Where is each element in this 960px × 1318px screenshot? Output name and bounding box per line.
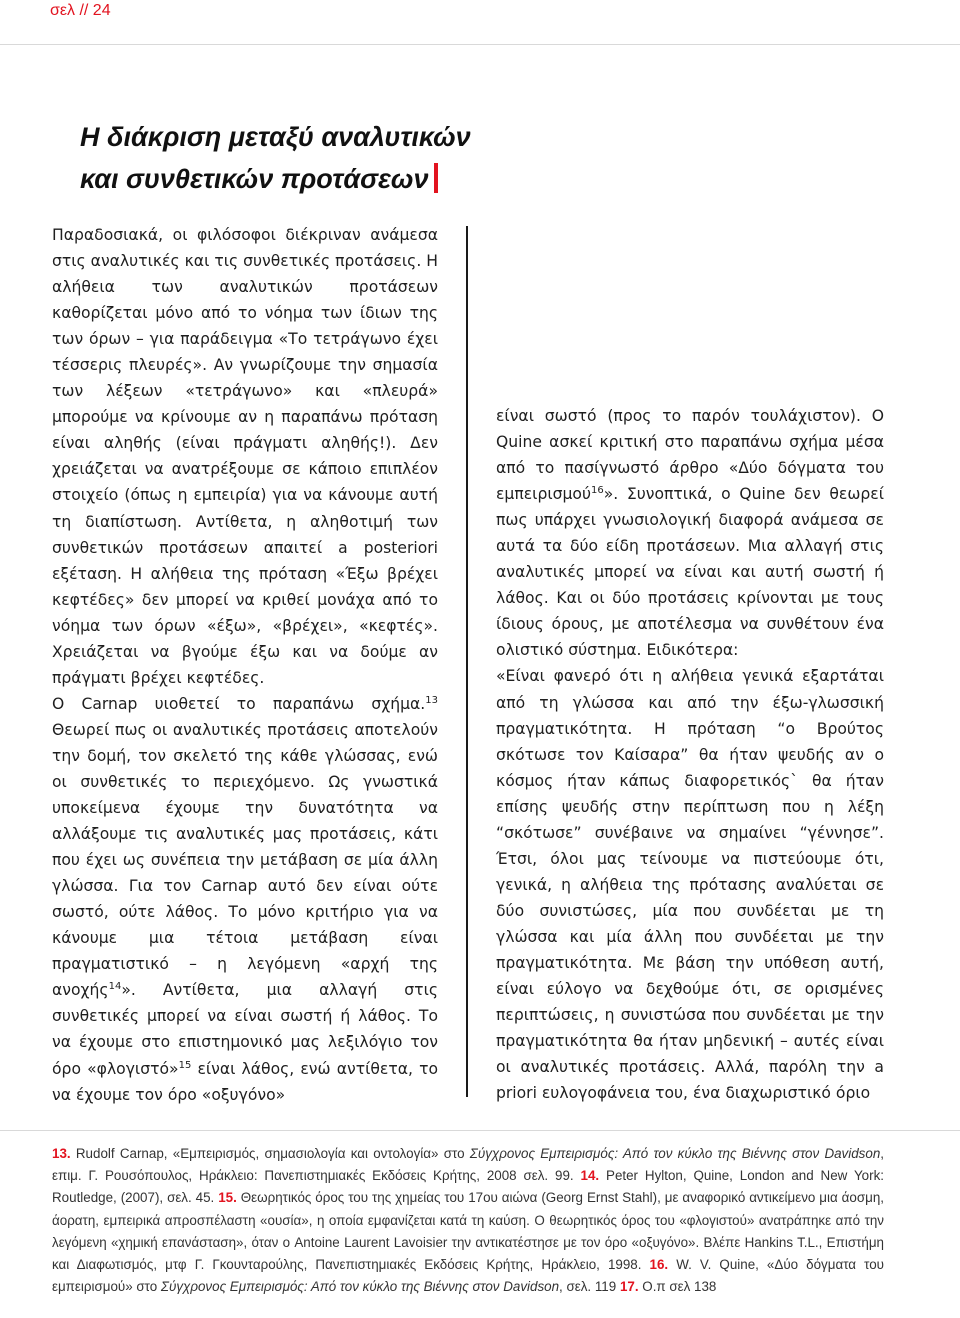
- left-paragraph-1: Παραδοσιακά, οι φιλόσοφοι διέκριναν ανάμεσα στις αναλυτικές και τις συνθετικές προτάσεις. Η αλήθεια των αναλυτικών προτάσεων καθορίζεται μόνο από το νόημα των ίδιων της των όρων – για παράδειγμα «Το τετράγωνο έχει τέσσερις πλευρές». Αν γνωρίζουμε την σημασία των λέξεων «τετράγωνο» και «πλευρά» μπορούμε να κρίνουμε αν η παραπάνω πρόταση είναι αληθής (είναι πράγματι αληθής!). Δεν χρειάζεται να ανατρέξουμε σε κάποιο επιπλέον στοιχείο (όπως η εμπειρία) για να κάνουμε αυτή τη διαπίστωση. Αντίθετα, η αληθοτιμή των συνθετικών προτάσεων απαιτεί a posteriori εξέταση. Η αλήθεια της πρόταση «Έξω βρέχει κεφτέδες» δεν μπορεί να κριθεί μονάχα από το νόημα των όρων «έξω», «βρέχει», «κεφτές». Χρειάζεται να βγούμε έξω και να δούμε αν πράγματι βρέχει κεφτέδες.: [52, 226, 438, 687]
- left-column: [52, 222, 438, 1108]
- right-p1-text-b: ». Συνοπτικά, ο Quine δεν θεωρεί πως υπάρχει γνωσιολογική διαφορά ανάμεσα σε αυτά τα δύο είδη προτάσεων. Μια αλλαγή στις αναλυτικές μπορεί να είναι και αυτή σωστή ή λάθος. Και οι δύο προτάσεις κρίνονται με τους ίδιους όρους, με αποτέλεσμα να συνθέτουν ένα ολιστικό σύστημα. Ειδικότερα:: [496, 485, 884, 660]
- footnote-number-13: 13.: [52, 1146, 71, 1161]
- left-p2-text-a: Ο Carnap υιοθετεί το παραπάνω σχήμα.: [52, 694, 426, 713]
- footnote-16-text-a: W. V. Quine, «Δύο δόγματα του εμπειρισμού» στο: [52, 1257, 884, 1295]
- header-rule: [0, 44, 960, 45]
- footnote-number-17: 17.: [619, 1279, 639, 1295]
- right-p1-text-a: είναι σωστό (προς το παρόν τουλάχιστον). Ο Quine ασκεί κριτική στο παραπάνω σχήμα μέσα από το πασίγνωστό άρθρο «Δύο δόγματα του εμπειρισμού: [496, 407, 884, 504]
- left-p2-text-d: είναι λάθος, ενώ αντίθετα, το να έχουμε τον όρο «οξυγόνο»: [52, 1059, 439, 1104]
- left-p2-text-b: Θεωρεί πως οι αναλυτικές προτάσεις αποτελούν την δομή, τον σκελετό της κάθε γλώσσας, ενώ οι συνθετικές το περιεχόμενο. Ως γνωστικά υποκείμενα έχουμε την δυνατότητα να αλλάξουμε τις αναλυτικές μας προτάσεις, κάτι που έχει ως συνέπεια την μετάβαση σε μία άλλη γλώσσα. Για τον Carnap αυτό δεν είναι ούτε σωστό, ούτε λάθος. Το μόνο κριτήριο για να κάνουμε μια τέτοια μετάβαση είναι πραγματιστικό – η λεγόμενη «αρχή της ανοχής: [52, 720, 438, 1000]
- footnote-rule: [0, 1130, 960, 1131]
- title-line-2: [80, 158, 500, 200]
- footnote-13-book-title: Σύγχρονος Εμπειρισμός: Από τον κύκλο της Βιέννης στον Davidson: [469, 1146, 881, 1161]
- footnote-ref-13: 13: [425, 694, 438, 706]
- footnote-16-text-b: , σελ. 119: [559, 1279, 620, 1295]
- right-paragraph-1: [496, 403, 884, 663]
- column-divider: [466, 226, 468, 1097]
- footnote-number-16: 16.: [649, 1257, 669, 1273]
- footnote-13-text-a: Rudolf Carnap, «Εμπειρισμός, σημασιολογία και οντολογία» στο: [70, 1146, 470, 1161]
- footnote-ref-14: 14: [108, 981, 122, 993]
- footnote-13-text-b: , επιμ. Γ. Ρουσόπουλος, Ηράκλειο: Πανεπιστημιακές Εκδόσεις Κρήτης, 2008 σελ. 99.: [52, 1146, 884, 1184]
- footnote-16-book-title: Σύγχρονος Εμπειρισμός: Από τον κύκλο της Βιέννης στον Davidson: [160, 1279, 560, 1295]
- section-title: [80, 116, 500, 200]
- footnote-15-text: Θεωρητικός όρος του της χημείας του 17ου αιώνα (Georg Ernst Stahl), με αναφορικό αντικείμενο μια άοσμη, άορατη, εμπειρικά απροσπέλαστη «ουσία», η οποία εμφανίζεται κατά τη καύση. Ο θεωρητικός όρος του «φλογιστού» ανατράπηκε από την λεγόμενη «χημική επανάσταση», όταν ο Antoine Laurent Lavoisier την αντικατέστησε με τον όρο «οξυγόνο». Βλέπε Hankins T.L., Επιστήμη και Διαφωτισμός, μτφ Γ. Γκουνταρούλης, Πανεπιστημιακές Εκδόσεις Κρήτης, Ηράκλειο, 1998.: [52, 1190, 884, 1273]
- footnote-ref-15: 15: [178, 1059, 192, 1071]
- title-line-1: Η διάκριση μεταξύ αναλυτικών: [80, 122, 471, 152]
- title-accent-bar: [434, 163, 438, 193]
- footnote-17-text: Ο.π σελ 138: [638, 1279, 717, 1295]
- footnote-number-14: 14.: [580, 1168, 600, 1184]
- title-line-2-text: και συνθετικών προτάσεων: [80, 164, 429, 194]
- page-number: σελ // 24: [50, 2, 111, 19]
- footnote-number-15: 15.: [218, 1190, 237, 1206]
- footnotes: [52, 1143, 884, 1298]
- right-column: [496, 403, 884, 1106]
- footnote-14-text: Peter Hylton, Quine, London and New York: Routledge, (2007), σελ. 45.: [52, 1168, 884, 1206]
- footnote-ref-16: 16: [591, 484, 604, 496]
- left-p2-text-c: ». Αντίθετα, μια αλλαγή στις συνθετικές μπορεί να είναι σωστή ή λάθος. Το να έχουμε στο επιστημονικό μας λεξιλόγιο τον όρο «φλογιστό»: [52, 981, 438, 1078]
- quote-paragraph: «Είναι φανερό ότι η αλήθεια γενικά εξαρτάται από τη γλώσσα και από την έξω-γλωσσική πραγματικότητα. Η πρόταση “ο Βρούτος σκότωσε τον Καίσαρα” θα ήταν ψευδής αν ο κόσμος ήταν κάπως διαφορετικός` θα ήταν επίσης ψευδής στην περίπτωση που η λέξη “σκότωσε” συνέβαινε να σημαίνει “γέννησε”. Έτσι, όλοι μας τείνουμε να πιστεύουμε ότι, γενικά, η αλήθεια της πρότασης αναλύεται σε δύο συνιστώσες, μία που συνδέεται με τη γλώσσα και μία άλλη που συνδέεται με την πραγματικότητα. Με βάση την υπόθεση αυτή, είναι εύλογο να δεχθούμε ότι, σε ορισμένες περιπτώσεις, η συνιστώσα που συνδέεται με την πραγματικότητα θα ήταν μηδενική – αυτές είναι οι αναλυτικές προτάσεις. Αλλά, παρόλη την a priori ευλογοφάνεια του, ένα διαχωριστικό όριο: [496, 667, 884, 1103]
- left-paragraph-2: [52, 691, 438, 1108]
